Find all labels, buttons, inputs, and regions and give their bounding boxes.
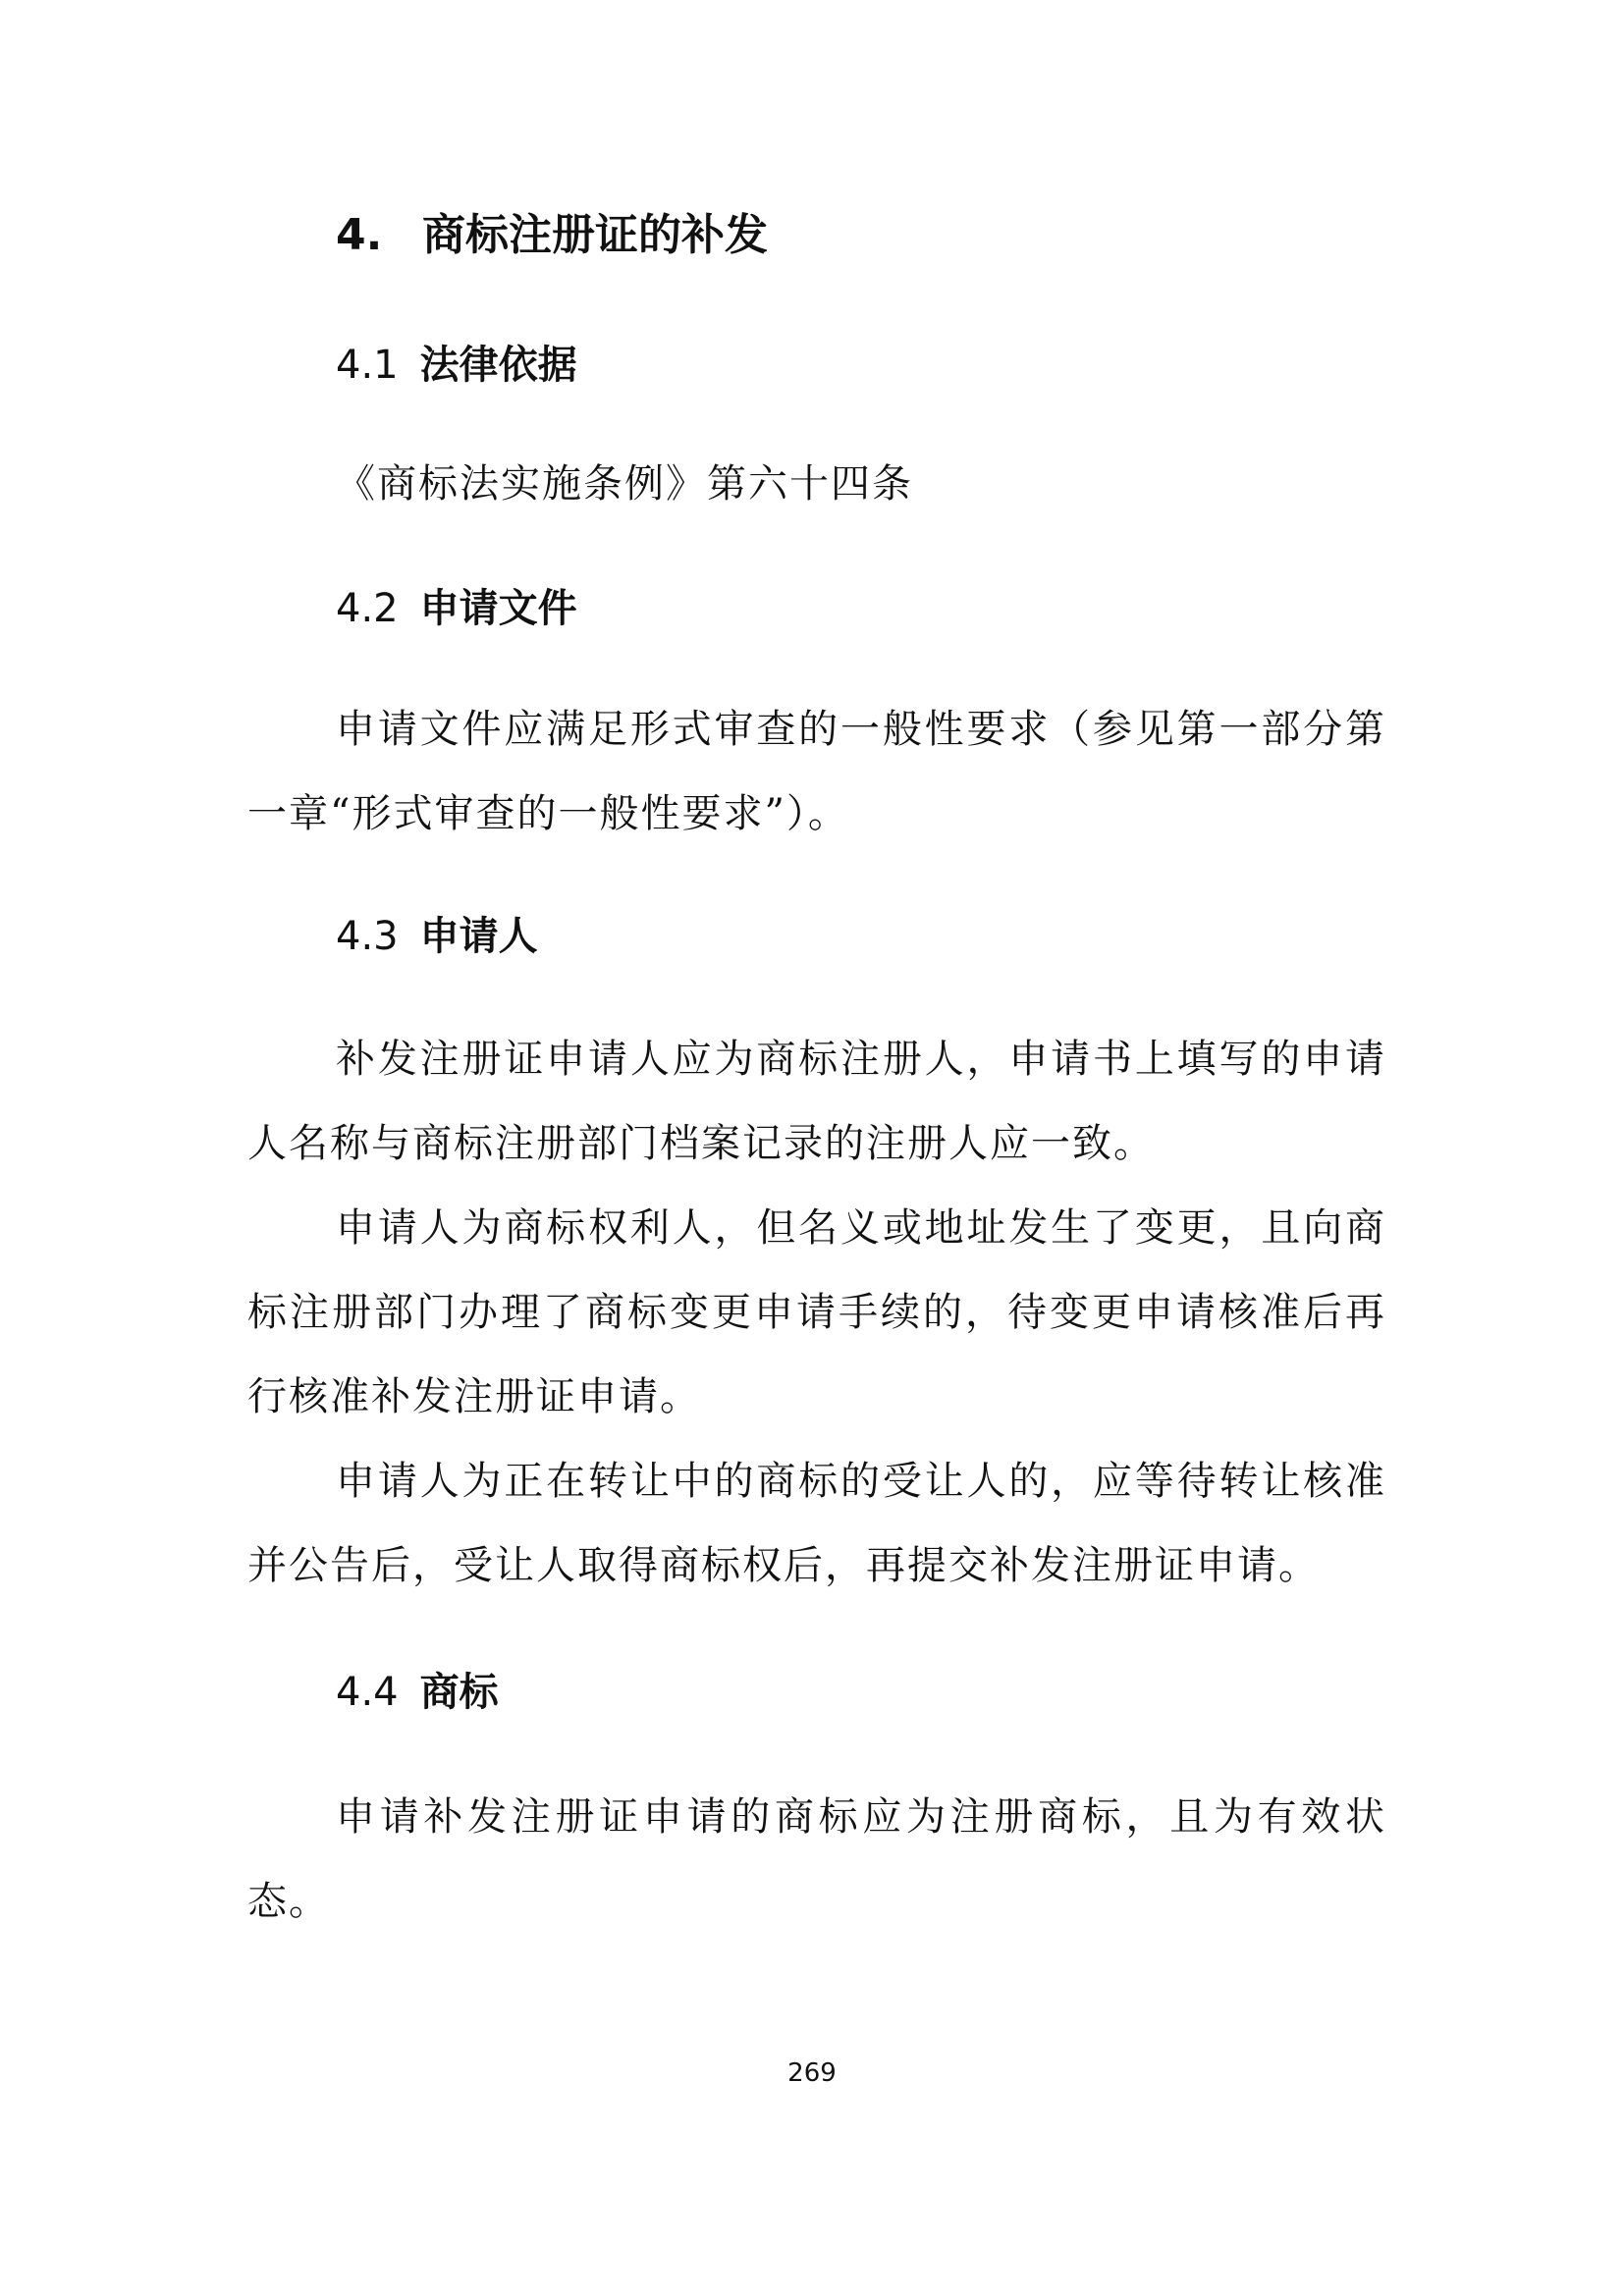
paragraph: 申请人为商标权利人，但名义或地址发生了变更，且向商标注册部门办理了商标变更申请手续的，待变更申请核准后再行核准补发注册证申请。 bbox=[247, 1205, 1386, 1419]
subsection-number: 4.3 bbox=[336, 914, 399, 959]
section-heading bbox=[336, 206, 768, 265]
subsection-heading-4-4 bbox=[336, 1665, 499, 1720]
subsection-title: 商标 bbox=[419, 1670, 499, 1715]
subsection-heading-4-3 bbox=[336, 909, 538, 964]
subsection-number: 4.4 bbox=[336, 1670, 399, 1715]
subsection-title: 申请人 bbox=[419, 914, 538, 959]
paragraph: 申请文件应满足形式审查的一般性要求（参见第一部分第一章“形式审查的一般性要求”）。 bbox=[247, 707, 1386, 836]
section-number: 4. bbox=[336, 210, 383, 260]
paragraph: 《商标法实施条例》第六十四条 bbox=[336, 461, 913, 507]
subsection-heading-4-1 bbox=[336, 338, 577, 393]
paragraph: 申请人为正在转让中的商标的受让人的，应等待转让核准并公告后，受让人取得商标权后，再提交补发注册证申请。 bbox=[247, 1459, 1386, 1588]
paragraph: 申请补发注册证申请的商标应为注册商标，且为有效状态。 bbox=[247, 1794, 1386, 1924]
subsection-number: 4.2 bbox=[336, 586, 399, 631]
subsection-title: 申请文件 bbox=[419, 586, 577, 631]
subsection-number: 4.1 bbox=[336, 343, 399, 388]
section-title: 商标注册证的补发 bbox=[422, 210, 768, 260]
subsection-heading-4-2 bbox=[336, 581, 577, 636]
paragraph: 补发注册证申请人应为商标注册人，申请书上填写的申请人名称与商标注册部门档案记录的注册人应一致。 bbox=[247, 1037, 1386, 1166]
page-number: 269 bbox=[787, 2058, 837, 2088]
subsection-title: 法律依据 bbox=[419, 343, 577, 388]
